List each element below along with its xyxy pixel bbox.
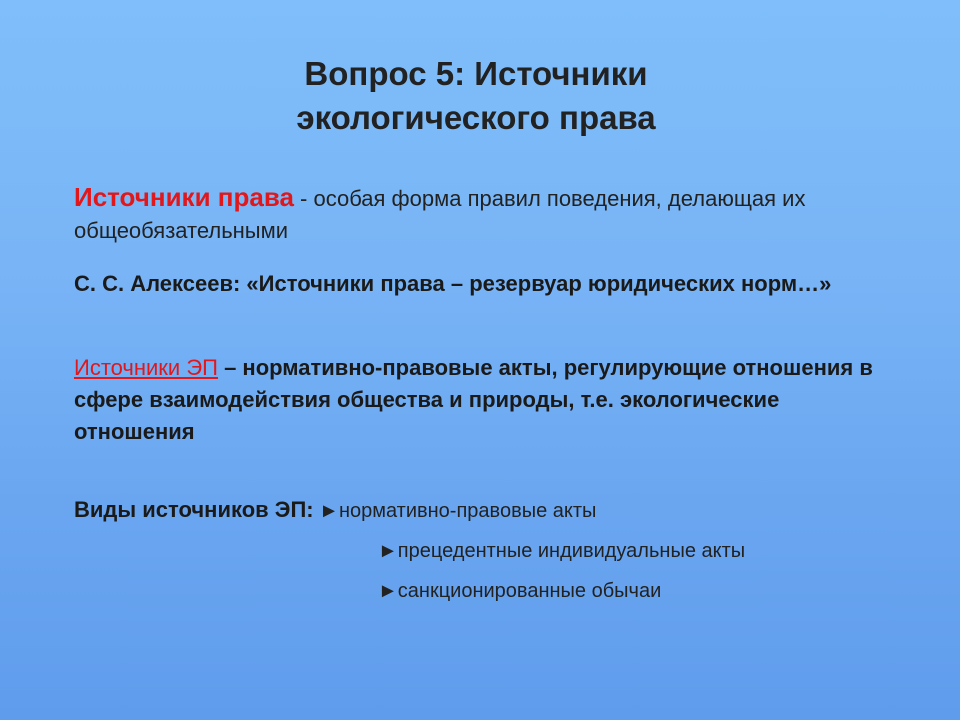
ep-term-link[interactable]: Источники ЭП — [74, 355, 218, 380]
kinds-row-2 — [378, 540, 745, 563]
slide-title — [0, 52, 960, 140]
ep-definition — [74, 352, 894, 448]
sources-definition — [74, 181, 894, 247]
kinds-row-3 — [378, 580, 661, 603]
alekseev-quote: С. С. Алексеев: «Источники права – резервуар юридических норм…» — [74, 271, 832, 296]
kinds-label: Виды источников ЭП: — [74, 497, 314, 522]
definition-text: особая форма правил поведения, делающая их общеобязательными — [74, 186, 806, 243]
kinds-item-2: прецедентные индивидуальные акты — [397, 540, 746, 562]
arrow-icon: ► — [319, 500, 339, 522]
slide-title-line-2: экологического права — [296, 99, 656, 136]
kinds-item-3: санкционированные обычаи — [397, 580, 662, 602]
definition-dash: - — [293, 186, 314, 211]
ep-definition-text: – нормативно-правовые акты, регулирующие отношения в сфере взаимодействия общества и природы, т.е. экологические отношения — [74, 355, 873, 444]
kinds-row-1 — [74, 497, 596, 523]
arrow-icon: ► — [378, 580, 398, 602]
slide-title-line-1: Вопрос 5: Источники — [304, 55, 648, 92]
kinds-item-1: нормативно-правовые акты — [338, 500, 597, 522]
arrow-icon: ► — [378, 540, 398, 562]
sources-term: Источники права — [74, 182, 294, 212]
